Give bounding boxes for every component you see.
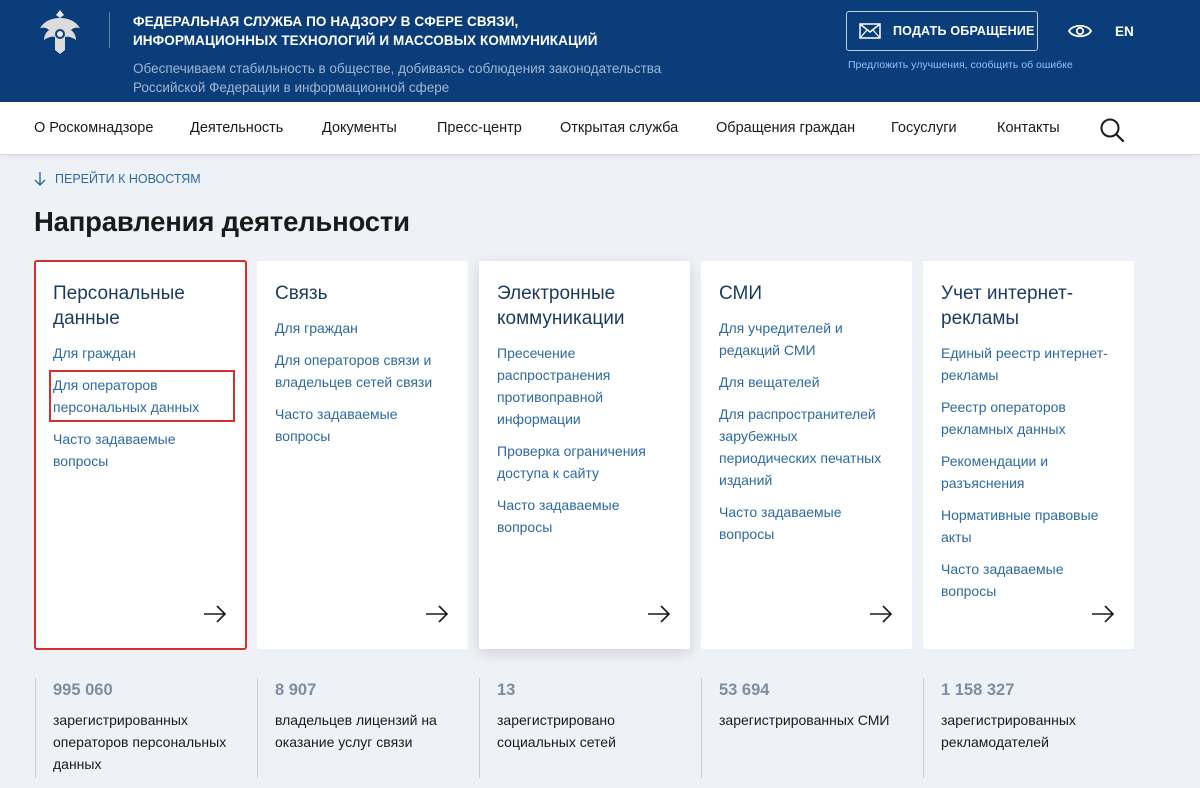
card-link[interactable]: Единый реестр интернет-рекламы <box>941 345 1108 383</box>
card-links <box>719 317 899 555</box>
card-title: Персональные данные <box>53 283 185 329</box>
nav-item-open-service[interactable]: Открытая служба <box>560 120 679 136</box>
site-header <box>0 0 1200 102</box>
card-title: Учет интернет-рекламы <box>941 283 1074 329</box>
arrow-right-icon[interactable] <box>647 605 671 623</box>
page-title: Направления деятельности <box>34 206 410 237</box>
card-link[interactable]: Реестр операторов рекламных данных <box>941 399 1066 437</box>
emblem-icon[interactable] <box>34 6 86 58</box>
nav-item-appeals[interactable]: Обращения граждан <box>716 120 856 136</box>
card-link[interactable]: Для распространителей зарубежных периодических печатных изданий <box>719 406 882 488</box>
stat-personal-data-operators <box>35 678 235 778</box>
goto-news-label: ПЕРЕЙТИ К НОВОСТЯМ <box>55 172 201 186</box>
main-nav <box>0 102 1200 155</box>
submit-appeal-button[interactable] <box>846 11 1038 51</box>
card-link[interactable]: Пресечение распространения противоправной информации <box>497 345 611 427</box>
nav-item-gosuslugi[interactable]: Госуслуги <box>891 120 957 136</box>
arrow-down-icon <box>34 171 46 187</box>
card-link-faq[interactable]: Часто задаваемые вопросы <box>719 504 842 542</box>
stat-description: владельцев лицензий на оказание услуг связи <box>275 712 437 750</box>
submit-appeal-label: ПОДАТЬ ОБРАЩЕНИЕ <box>893 24 1035 38</box>
org-motto <box>133 59 733 97</box>
stat-advertisers <box>923 678 1123 778</box>
stat-license-holders <box>257 678 457 778</box>
nav-item-about[interactable]: О Роскомнадзоре <box>34 120 154 136</box>
card-link[interactable]: Для граждан <box>53 345 136 361</box>
stat-number: 995 060 <box>53 681 113 699</box>
card-title: Связь <box>275 283 328 304</box>
stat-number: 53 694 <box>719 681 770 699</box>
stat-description: зарегистрированных операторов персональных данных <box>53 712 227 772</box>
card-link[interactable]: Проверка ограничения доступа к сайту <box>497 443 646 481</box>
stat-number: 13 <box>497 681 516 699</box>
org-name-line1: ФЕДЕРАЛЬНАЯ СЛУЖБА ПО НАДЗОРУ В СФЕРЕ СВЯЗИ, <box>133 14 519 29</box>
card-link[interactable]: Для вещателей <box>719 374 820 390</box>
search-icon[interactable] <box>1099 117 1125 143</box>
card-communications <box>257 261 468 649</box>
stat-media <box>701 678 901 778</box>
card-media <box>701 261 912 649</box>
goto-news-link[interactable] <box>34 171 201 187</box>
card-link-faq[interactable]: Часто задаваемые вопросы <box>941 561 1064 599</box>
stat-social-networks <box>479 678 679 778</box>
card-links <box>497 342 677 548</box>
stat-description: зарегистрированных СМИ <box>719 712 890 728</box>
card-link[interactable]: Для учредителей и редакций СМИ <box>719 320 843 358</box>
card-link[interactable]: Для операторов связи и владельцев сетей связи <box>275 352 433 390</box>
card-link-operators[interactable]: Для операторов персональных данных <box>53 374 231 418</box>
card-link[interactable]: Рекомендации и разъяснения <box>941 453 1049 491</box>
card-title: СМИ <box>719 283 762 304</box>
stat-description: зарегистрировано социальных сетей <box>497 712 616 750</box>
arrow-right-icon[interactable] <box>1091 605 1115 623</box>
mail-icon <box>859 23 881 39</box>
org-name-line2: ИНФОРМАЦИОННЫХ ТЕХНОЛОГИЙ И МАССОВЫХ КОММУНИКАЦИЙ <box>133 33 598 48</box>
nav-item-documents[interactable]: Документы <box>322 120 397 136</box>
card-electronic-communications <box>479 261 690 649</box>
card-links <box>941 342 1121 612</box>
card-link-faq[interactable]: Часто задаваемые вопросы <box>53 431 176 469</box>
card-link[interactable]: Для граждан <box>275 320 358 336</box>
org-name <box>133 12 653 50</box>
card-links <box>275 317 455 457</box>
eye-icon[interactable] <box>1068 22 1092 40</box>
stat-number: 1 158 327 <box>941 681 1015 699</box>
header-divider <box>109 12 110 48</box>
arrow-right-icon[interactable] <box>425 605 449 623</box>
feedback-link[interactable]: Предложить улучшения, сообщить об ошибке <box>848 59 1073 71</box>
nav-item-press[interactable]: Пресс-центр <box>437 120 522 136</box>
card-link-faq[interactable]: Часто задаваемые вопросы <box>275 406 398 444</box>
card-links <box>53 342 233 482</box>
card-link-faq[interactable]: Часто задаваемые вопросы <box>497 497 620 535</box>
stat-number: 8 907 <box>275 681 317 699</box>
arrow-right-icon[interactable] <box>869 605 893 623</box>
card-title: Электронные коммуникации <box>497 283 625 329</box>
stat-description: зарегистрированных рекламодателей <box>941 712 1076 750</box>
card-internet-advertising <box>923 261 1134 649</box>
org-motto-line1: Обеспечиваем стабильность в обществе, добиваясь соблюдения законодательства <box>133 61 662 76</box>
arrow-right-icon[interactable] <box>203 605 227 623</box>
nav-item-activity[interactable]: Деятельность <box>190 120 284 136</box>
nav-item-contacts[interactable]: Контакты <box>997 120 1060 136</box>
card-link[interactable]: Нормативные правовые акты <box>941 507 1099 545</box>
org-motto-line2: Российской Федерации в информационной сфере <box>133 80 450 95</box>
language-switch[interactable]: EN <box>1115 24 1134 39</box>
card-personal-data <box>35 261 246 649</box>
